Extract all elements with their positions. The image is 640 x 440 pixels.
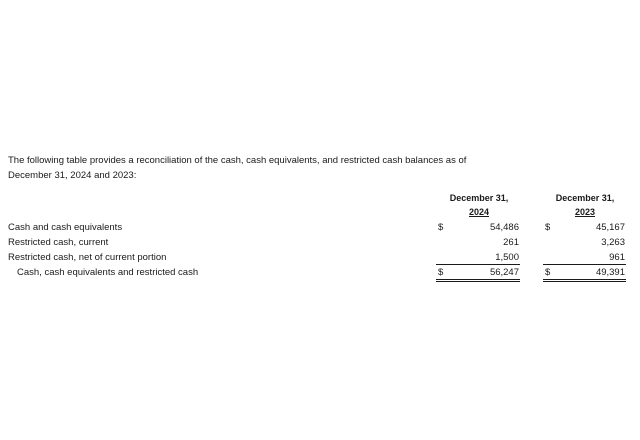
value-2023: 961 bbox=[609, 252, 625, 263]
row-label: Restricted cash, current bbox=[8, 237, 109, 248]
column-header-2023-year: 2023 bbox=[574, 207, 596, 217]
column-header-2024-date: December 31, bbox=[449, 193, 509, 203]
intro-line-1: The following table provides a reconciliation of the cash, cash equivalents, and restricted cash balances as of bbox=[8, 155, 467, 166]
table-row bbox=[0, 250, 640, 265]
currency-symbol: $ bbox=[545, 267, 551, 278]
row-label-total: Cash, cash equivalents and restricted cash bbox=[17, 267, 199, 278]
value-2023: 45,167 bbox=[595, 222, 625, 233]
column-header-2024 bbox=[438, 191, 520, 219]
value-2024: 1,500 bbox=[495, 252, 519, 263]
column-header-2024-year: 2024 bbox=[468, 207, 490, 217]
total-double-underline-2023 bbox=[543, 279, 626, 282]
currency-symbol: $ bbox=[438, 222, 444, 233]
table-row bbox=[0, 220, 640, 235]
value-2024: 261 bbox=[503, 237, 519, 248]
row-label: Cash and cash equivalents bbox=[8, 222, 123, 233]
column-header-2023 bbox=[544, 191, 626, 219]
intro-paragraph bbox=[8, 153, 608, 183]
value-2023: 3,263 bbox=[601, 237, 625, 248]
total-2023: 49,391 bbox=[595, 267, 625, 278]
intro-line-2: December 31, 2024 and 2023: bbox=[8, 170, 137, 181]
value-2024: 54,486 bbox=[489, 222, 519, 233]
currency-symbol: $ bbox=[438, 267, 444, 278]
total-double-underline-2024 bbox=[436, 279, 520, 282]
table-row bbox=[0, 235, 640, 250]
total-2024: 56,247 bbox=[489, 267, 519, 278]
row-label: Restricted cash, net of current portion bbox=[8, 252, 167, 263]
column-header-2023-date: December 31, bbox=[555, 193, 615, 203]
currency-symbol: $ bbox=[545, 222, 551, 233]
table-row-total bbox=[0, 265, 640, 280]
